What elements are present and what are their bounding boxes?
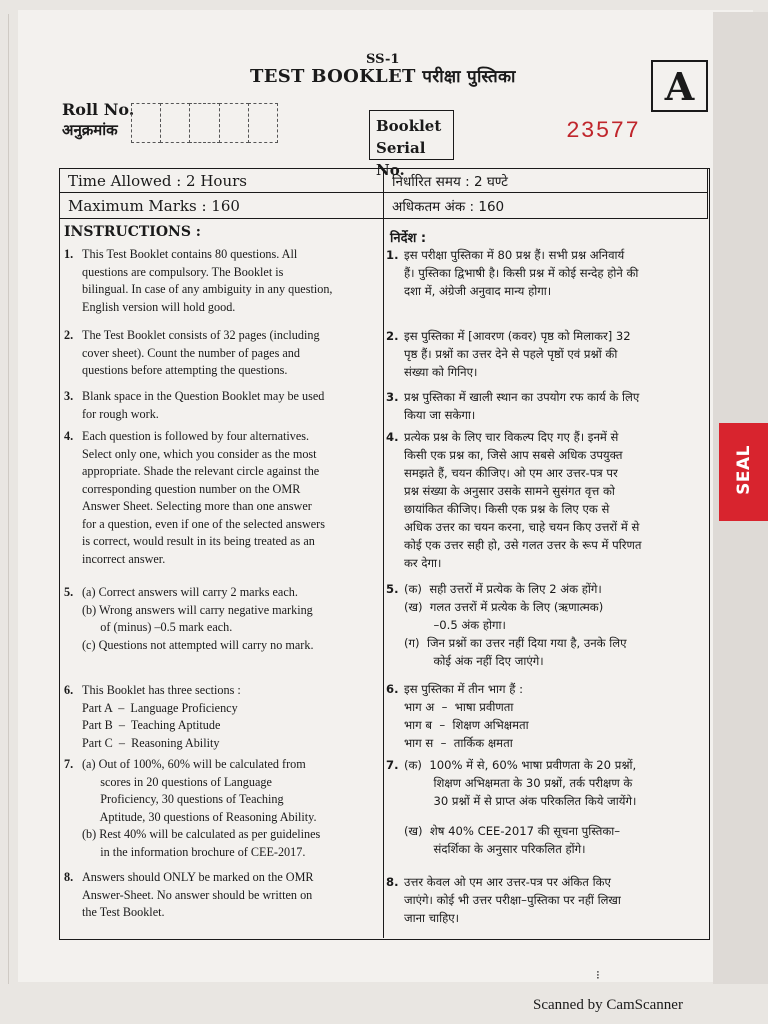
instruction-text: bilingual. In case of any ambiguity in any question, bbox=[82, 282, 333, 296]
instruction-number: 6. bbox=[386, 682, 399, 696]
instruction-item bbox=[64, 428, 382, 568]
instruction-line bbox=[64, 717, 382, 735]
instruction-item bbox=[386, 873, 706, 927]
instruction-text: प्रत्येक प्रश्न के लिए चार विकल्प दिए गए हैं। इनमें से bbox=[404, 430, 619, 444]
instructions-heading-hi: निर्देश : bbox=[390, 231, 427, 246]
max-marks-hi: अधिकतम अंक : 160 bbox=[383, 192, 708, 219]
roll-number-boxes bbox=[131, 103, 277, 143]
instruction-line bbox=[386, 792, 706, 810]
instructions-heading-en: INSTRUCTIONS : bbox=[64, 224, 201, 240]
instruction-text: (a) Correct answers will carry 2 marks each. bbox=[82, 585, 298, 599]
instruction-text: (क) सही उत्तरों में प्रत्येक के लिए 2 अंक होंगे। bbox=[404, 582, 602, 596]
instruction-text: Answers should ONLY be marked on the OMR bbox=[82, 870, 314, 884]
instruction-line bbox=[64, 327, 382, 345]
instruction-text: भाग ब – शिक्षण अभिक्षमता bbox=[404, 718, 529, 732]
serial-label-line2: Serial No. bbox=[376, 139, 426, 179]
instruction-line bbox=[386, 464, 706, 482]
instruction-line bbox=[64, 281, 382, 299]
instruction-text: कोई एक उत्तर सही हो, उसे गलत उत्तर के रूप में परिणत bbox=[404, 538, 642, 552]
instruction-line bbox=[64, 619, 382, 637]
instruction-number: 8. bbox=[64, 870, 74, 884]
instruction-line bbox=[64, 345, 382, 363]
instruction-item bbox=[386, 680, 706, 752]
instruction-text: is correct, would result in its being treated as an bbox=[82, 534, 315, 548]
instruction-text: (ग) जिन प्रश्नों का उत्तर नहीं दिया गया है, उनके लिए bbox=[404, 636, 627, 650]
instruction-text: प्रश्न संख्या के अनुसार उसके सामने सुसंगत वृत्त को bbox=[404, 484, 615, 498]
instruction-item bbox=[64, 682, 382, 752]
instruction-number: 4. bbox=[64, 429, 74, 443]
instruction-text: This Booklet has three sections : bbox=[82, 683, 241, 697]
instruction-text: Answer Sheet. Selecting more than one answer bbox=[82, 499, 312, 513]
instruction-text: 30 प्रश्नों में से प्राप्त अंक परिकलित किये जायेंगे। bbox=[404, 794, 637, 808]
instruction-item bbox=[386, 756, 706, 858]
max-marks-en: Maximum Marks : 160 bbox=[59, 192, 384, 219]
instruction-line bbox=[386, 598, 706, 616]
roll-number-label bbox=[62, 100, 134, 140]
instruction-text: corresponding question number on the OMR bbox=[82, 481, 301, 496]
instruction-line bbox=[386, 756, 706, 774]
instruction-number: 6. bbox=[64, 683, 74, 697]
instruction-text: हैं। पुस्तिका द्विभाषी है। किसी प्रश्न में कोई सन्देह होने की bbox=[404, 266, 639, 280]
instruction-line bbox=[386, 345, 706, 363]
instruction-text: scores in 20 questions of Language bbox=[82, 774, 272, 789]
instruction-text: for a question, even if one of the selected answers bbox=[82, 516, 325, 531]
serial-number-value: 23577 bbox=[566, 118, 641, 144]
instruction-text: कोई अंक नहीं दिए जाएंगे। bbox=[404, 654, 544, 668]
instruction-line bbox=[386, 518, 706, 536]
instruction-item bbox=[64, 327, 382, 380]
instruction-line bbox=[64, 602, 382, 620]
instruction-text: –0.5 अंक होगा। bbox=[404, 618, 506, 632]
instruction-text: इस पुस्तिका में [आवरण (कवर) पृष्ठ को मिलाकर] 32 bbox=[404, 329, 631, 343]
instruction-line bbox=[64, 498, 382, 516]
instruction-line bbox=[64, 887, 382, 905]
instruction-number: 3. bbox=[64, 389, 74, 403]
roll-digit-box bbox=[131, 103, 161, 143]
instruction-line bbox=[386, 734, 706, 752]
roll-digit-box bbox=[160, 103, 190, 143]
roll-label-hi: अनुक्रमांक bbox=[62, 121, 118, 139]
instruction-line bbox=[386, 500, 706, 518]
instruction-line bbox=[386, 428, 706, 446]
instruction-line bbox=[64, 756, 382, 774]
instruction-text: किसी एक प्रश्न का, जिसे आप सबसे अधिक उपयुक्त bbox=[404, 448, 623, 462]
instruction-text: इस पुस्तिका में तीन भाग हैं : bbox=[404, 682, 523, 696]
instruction-text: कर देगा। bbox=[404, 556, 442, 570]
instruction-line bbox=[386, 580, 706, 598]
instruction-text: of (minus) –0.5 mark each. bbox=[82, 620, 233, 634]
instruction-item bbox=[386, 246, 706, 300]
instruction-text: Proficiency, 30 questions of Teaching bbox=[82, 792, 284, 806]
instruction-line bbox=[64, 533, 382, 551]
instruction-text: English version will hold good. bbox=[82, 299, 236, 314]
ink-dots: ⁝ bbox=[596, 968, 600, 982]
instruction-item bbox=[64, 246, 382, 316]
instruction-item bbox=[64, 756, 382, 861]
instruction-number: 3. bbox=[386, 390, 399, 404]
instruction-line bbox=[386, 810, 706, 822]
instruction-text: Part C – Reasoning Ability bbox=[82, 735, 220, 750]
instruction-line bbox=[64, 682, 382, 700]
instruction-text: संख्या को गिनिए। bbox=[404, 365, 478, 379]
instruction-text: (c) Questions not attempted will carry no mark. bbox=[82, 637, 314, 652]
instruction-text: (ख) गलत उत्तरों में प्रत्येक के लिए (ऋणात्मक) bbox=[404, 600, 604, 614]
instruction-line bbox=[64, 516, 382, 534]
instruction-text: cover sheet). Count the number of pages and bbox=[82, 345, 300, 360]
instruction-line bbox=[386, 680, 706, 698]
instruction-text: incorrect answer. bbox=[82, 551, 166, 566]
instruction-line bbox=[64, 844, 382, 862]
instruction-line bbox=[386, 446, 706, 464]
title-en: TEST BOOKLET bbox=[250, 66, 416, 87]
instruction-text: (ख) शेष 40% CEE-2017 की सूचना पुस्तिका– bbox=[404, 823, 621, 838]
instruction-text: Select only one, which you consider as the most bbox=[82, 446, 317, 461]
instruction-item bbox=[64, 388, 382, 423]
instruction-line bbox=[64, 246, 382, 264]
roll-digit-box bbox=[248, 103, 278, 143]
instruction-line bbox=[386, 716, 706, 734]
instruction-text: for rough work. bbox=[82, 406, 159, 421]
instruction-item bbox=[64, 584, 382, 654]
instruction-line bbox=[64, 584, 382, 602]
instruction-item bbox=[386, 580, 706, 670]
roll-digit-box bbox=[189, 103, 219, 143]
instruction-text: (b) Rest 40% will be calculated as per guidelines bbox=[82, 827, 321, 841]
instruction-line bbox=[386, 363, 706, 381]
roll-label-en: Roll No. bbox=[62, 100, 135, 119]
instruction-line bbox=[386, 406, 706, 424]
instruction-line bbox=[386, 652, 706, 670]
instruction-number: 4. bbox=[386, 430, 399, 444]
instruction-text: Aptitude, 30 questions of Reasoning Ability. bbox=[82, 809, 317, 824]
instruction-line bbox=[64, 809, 382, 827]
instruction-text: समझते हैं, चयन कीजिए। ओ एम आर उत्तर-पत्र पर bbox=[404, 466, 618, 480]
instruction-text: Blank space in the Question Booklet may be used bbox=[82, 389, 325, 403]
instruction-number: 1. bbox=[64, 247, 74, 261]
instruction-line bbox=[386, 774, 706, 792]
instruction-text: उत्तर केवल ओ एम आर उत्तर-पत्र पर अंकित किए bbox=[404, 875, 611, 889]
instruction-number: 5. bbox=[64, 585, 74, 599]
instruction-line bbox=[64, 774, 382, 792]
instruction-text: Answer-Sheet. No answer should be written on bbox=[82, 887, 313, 902]
instruction-text: छायांकित कीजिए। किसी एक प्रश्न के लिए एक से bbox=[404, 502, 610, 516]
instruction-text: शिक्षण अभिक्षमता के 30 प्रश्नों, तर्क परीक्षण के bbox=[404, 776, 633, 790]
instruction-line bbox=[64, 362, 382, 380]
roll-digit-box bbox=[219, 103, 249, 143]
instruction-text: in the information brochure of CEE-2017. bbox=[82, 844, 306, 859]
instruction-item bbox=[64, 869, 382, 922]
instruction-text: the Test Booklet. bbox=[82, 905, 165, 919]
instruction-text: Each question is followed by four alternatives. bbox=[82, 429, 310, 443]
instruction-text: दशा में, अंग्रेजी अनुवाद मान्य होगा। bbox=[404, 284, 552, 298]
instruction-line bbox=[386, 282, 706, 300]
instruction-line bbox=[386, 554, 706, 572]
booklet-title bbox=[250, 64, 516, 87]
instruction-line bbox=[386, 634, 706, 652]
instruction-line bbox=[64, 904, 382, 922]
instruction-text: जाना चाहिए। bbox=[404, 911, 460, 925]
instruction-line bbox=[386, 246, 706, 264]
instruction-text: प्रश्न पुस्तिका में खाली स्थान का उपयोग रफ कार्य के लिए bbox=[404, 390, 640, 404]
serial-number-label bbox=[369, 110, 454, 179]
instruction-line bbox=[386, 840, 706, 858]
time-allowed-hi: निर्धारित समय : 2 घण्टे bbox=[383, 168, 708, 193]
instruction-text: questions are compulsory. The Booklet is bbox=[82, 264, 284, 279]
instruction-line bbox=[64, 428, 382, 446]
instruction-text: Part B – Teaching Aptitude bbox=[82, 718, 221, 732]
instruction-line bbox=[64, 388, 382, 406]
instruction-text: जाएंगे। कोई भी उत्तर परीक्षा–पुस्तिका पर नहीं लिखा bbox=[404, 893, 621, 907]
instruction-line bbox=[64, 481, 382, 499]
instruction-text: भाग अ – भाषा प्रवीणता bbox=[404, 700, 514, 714]
scanner-watermark: Scanned by CamScanner bbox=[533, 997, 683, 1013]
instruction-text: This Test Booklet contains 80 questions. All bbox=[82, 247, 298, 261]
instruction-line bbox=[64, 446, 382, 464]
instruction-number: 7. bbox=[64, 757, 74, 771]
instruction-line bbox=[386, 616, 706, 634]
instruction-line bbox=[386, 536, 706, 554]
instruction-text: संदर्शिका के अनुसार परिकलित होंगे। bbox=[404, 841, 586, 856]
instruction-text: (क) 100% में से, 60% भाषा प्रवीणता के 20 प्रश्नों, bbox=[404, 758, 637, 772]
instruction-line bbox=[386, 327, 706, 345]
column-divider bbox=[383, 168, 384, 938]
instruction-text: The Test Booklet consists of 32 pages (including bbox=[82, 328, 320, 342]
instruction-text: अधिक उत्तर का चयन करना, चाहे चयन किए उत्तरों में से bbox=[404, 520, 640, 534]
title-hi: परीक्षा पुस्तिका bbox=[422, 67, 516, 87]
instruction-line bbox=[386, 891, 706, 909]
instruction-number: 2. bbox=[64, 328, 74, 342]
instruction-line bbox=[64, 700, 382, 718]
instruction-item bbox=[386, 428, 706, 572]
serial-label-line1: Booklet bbox=[376, 117, 442, 135]
instruction-line bbox=[386, 822, 706, 840]
instruction-text: इस परीक्षा पुस्तिका में 80 प्रश्न हैं। सभी प्रश्न अनिवार्य bbox=[404, 248, 625, 262]
instruction-line bbox=[386, 909, 706, 927]
instruction-line bbox=[64, 735, 382, 753]
instruction-number: 2. bbox=[386, 329, 399, 343]
instruction-line bbox=[64, 299, 382, 317]
instruction-number: 7. bbox=[386, 758, 399, 772]
seal-label: SEAL bbox=[734, 445, 754, 495]
booklet-version: A bbox=[651, 60, 708, 112]
instruction-text: questions before attempting the questions. bbox=[82, 363, 288, 377]
instruction-item bbox=[386, 327, 706, 381]
instruction-text: भाग स – तार्किक क्षमता bbox=[404, 736, 513, 750]
instruction-text: Part A – Language Proficiency bbox=[82, 700, 238, 715]
instruction-line bbox=[386, 482, 706, 500]
instruction-text: (a) Out of 100%, 60% will be calculated from bbox=[82, 757, 306, 771]
instruction-line bbox=[386, 698, 706, 716]
instruction-line bbox=[386, 388, 706, 406]
instruction-number: 5. bbox=[386, 582, 399, 596]
instruction-line bbox=[64, 463, 382, 481]
instruction-number: 8. bbox=[386, 875, 399, 889]
instruction-line bbox=[64, 637, 382, 655]
instruction-line bbox=[386, 264, 706, 282]
instruction-line bbox=[64, 551, 382, 569]
instruction-text: appropriate. Shade the relevant circle against the bbox=[82, 464, 320, 478]
instruction-text: किया जा सकेगा। bbox=[404, 408, 476, 422]
booklet-code: SS-1 bbox=[366, 52, 400, 67]
instruction-text: (b) Wrong answers will carry negative marking bbox=[82, 602, 313, 617]
instruction-line bbox=[64, 791, 382, 809]
instruction-line bbox=[386, 873, 706, 891]
instruction-number: 1. bbox=[386, 248, 399, 262]
instruction-line bbox=[64, 264, 382, 282]
instruction-line bbox=[64, 406, 382, 424]
instruction-item bbox=[386, 388, 706, 424]
instruction-text: पृष्ठ हैं। प्रश्नों का उत्तर देने से पहले पृष्ठों एवं प्रश्नों की bbox=[404, 347, 618, 361]
instruction-line bbox=[64, 826, 382, 844]
instruction-line bbox=[64, 869, 382, 887]
time-allowed-en: Time Allowed : 2 Hours bbox=[59, 168, 384, 193]
